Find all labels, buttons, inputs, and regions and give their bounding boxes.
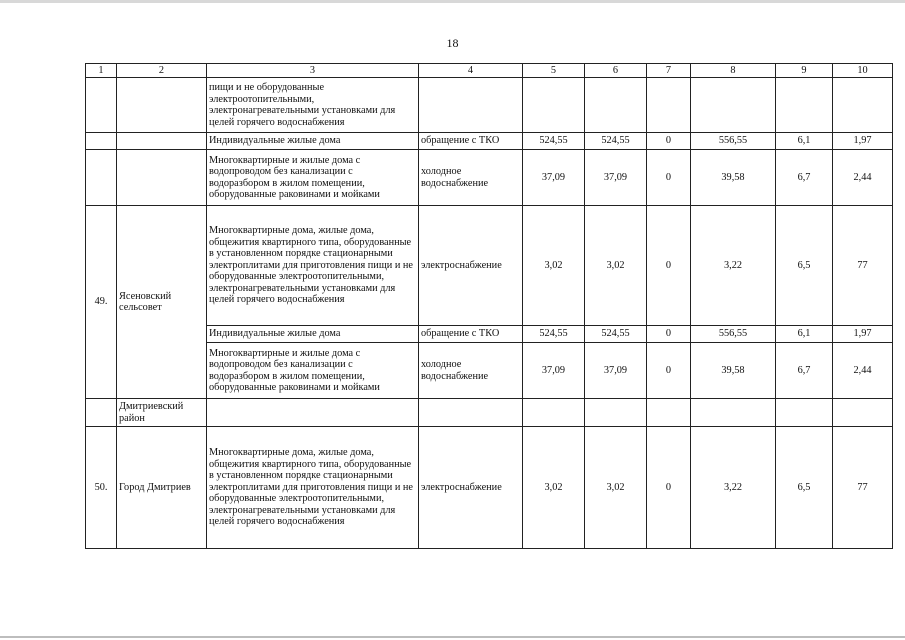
- row-number-cell: [86, 150, 117, 206]
- service-cell: электроснабжение: [419, 427, 523, 549]
- value-cell: [523, 399, 585, 427]
- header-cell: 3: [207, 64, 419, 78]
- value-cell: [647, 78, 691, 133]
- table-row: [86, 150, 893, 206]
- table-row: [86, 326, 893, 343]
- table-row: [86, 343, 893, 399]
- locality-cell: Дмитриевский район: [117, 399, 207, 427]
- row-number-cell: [86, 133, 117, 150]
- service-cell: холодное водоснабжение: [419, 150, 523, 206]
- value-cell: 0: [647, 427, 691, 549]
- value-cell: 3,02: [585, 206, 647, 326]
- category-cell: Многоквартирные и жилые дома с водопроводом без канализации с водоразбором в жилом помещении, оборудованные раковинами и мойками: [207, 150, 419, 206]
- value-cell: [691, 399, 776, 427]
- service-cell: электроснабжение: [419, 206, 523, 326]
- category-cell: [207, 399, 419, 427]
- row-number-cell: [86, 399, 117, 427]
- value-cell: 2,44: [833, 343, 893, 399]
- value-cell: 0: [647, 150, 691, 206]
- scan-top-edge: [0, 0, 905, 3]
- tariff-table: [85, 63, 893, 549]
- category-cell: Индивидуальные жилые дома: [207, 133, 419, 150]
- scan-bottom-edge: [0, 636, 905, 638]
- header-cell: 5: [523, 64, 585, 78]
- value-cell: [647, 399, 691, 427]
- header-cell: 2: [117, 64, 207, 78]
- category-cell: Многоквартирные дома, жилые дома, общежития квартирного типа, оборудованные в установленном порядке стационарными электроплитами для приготовления пищи и не оборудованные электроотопительными, электронагревательными установками для целей горячего водоснабжения: [207, 206, 419, 326]
- value-cell: [776, 78, 833, 133]
- service-cell: [419, 399, 523, 427]
- category-cell: Многоквартирные дома, жилые дома, общежития квартирного типа, оборудованные в установленном порядке стационарными электроплитами для приготовления пищи и не оборудованные электроотопительными, электронагревательными установками для целей горячего водоснабжения: [207, 427, 419, 549]
- locality-cell: [117, 150, 207, 206]
- value-cell: 6,1: [776, 133, 833, 150]
- table-row: [86, 399, 893, 427]
- value-cell: [776, 399, 833, 427]
- header-cell: 9: [776, 64, 833, 78]
- locality-cell: [117, 133, 207, 150]
- value-cell: 3,02: [585, 427, 647, 549]
- header-cell: 6: [585, 64, 647, 78]
- value-cell: 524,55: [585, 326, 647, 343]
- value-cell: 556,55: [691, 133, 776, 150]
- value-cell: 0: [647, 326, 691, 343]
- category-cell: Индивидуальные жилые дома: [207, 326, 419, 343]
- value-cell: 3,22: [691, 206, 776, 326]
- value-cell: 77: [833, 206, 893, 326]
- value-cell: 37,09: [523, 343, 585, 399]
- table-row: [86, 78, 893, 133]
- value-cell: 1,97: [833, 326, 893, 343]
- locality-cell: Город Дмитриев: [117, 427, 207, 549]
- row-number-cell: [86, 78, 117, 133]
- value-cell: 0: [647, 133, 691, 150]
- value-cell: 556,55: [691, 326, 776, 343]
- header-cell: 7: [647, 64, 691, 78]
- service-cell: [419, 78, 523, 133]
- value-cell: 1,97: [833, 133, 893, 150]
- value-cell: 37,09: [585, 343, 647, 399]
- value-cell: [585, 78, 647, 133]
- locality-cell: [117, 78, 207, 133]
- category-cell: Многоквартирные и жилые дома с водопроводом без канализации с водоразбором в жилом помещении, оборудованные раковинами и мойками: [207, 343, 419, 399]
- value-cell: 6,7: [776, 343, 833, 399]
- locality-cell: Ясеновский сельсовет: [117, 206, 207, 399]
- table-row: [86, 427, 893, 549]
- value-cell: 3,02: [523, 427, 585, 549]
- value-cell: 3,22: [691, 427, 776, 549]
- value-cell: 3,02: [523, 206, 585, 326]
- service-cell: обращение с ТКО: [419, 326, 523, 343]
- value-cell: 6,5: [776, 427, 833, 549]
- value-cell: [833, 78, 893, 133]
- header-cell: 10: [833, 64, 893, 78]
- category-cell: пищи и не оборудованные электроотопительными, электронагревательными установками для целей горячего водоснабжения: [207, 78, 419, 133]
- value-cell: 524,55: [523, 133, 585, 150]
- value-cell: 77: [833, 427, 893, 549]
- value-cell: 0: [647, 206, 691, 326]
- header-row: [86, 64, 893, 78]
- row-number-cell: 50.: [86, 427, 117, 549]
- page-number: 18: [446, 36, 459, 50]
- value-cell: [523, 78, 585, 133]
- value-cell: [691, 78, 776, 133]
- value-cell: 39,58: [691, 343, 776, 399]
- value-cell: 524,55: [523, 326, 585, 343]
- service-cell: холодное водоснабжение: [419, 343, 523, 399]
- table-row: [86, 206, 893, 326]
- table-row: [86, 133, 893, 150]
- value-cell: 37,09: [523, 150, 585, 206]
- header-cell: 8: [691, 64, 776, 78]
- value-cell: 2,44: [833, 150, 893, 206]
- value-cell: [585, 399, 647, 427]
- value-cell: 6,5: [776, 206, 833, 326]
- value-cell: 6,1: [776, 326, 833, 343]
- header-cell: 1: [86, 64, 117, 78]
- service-cell: обращение с ТКО: [419, 133, 523, 150]
- value-cell: 524,55: [585, 133, 647, 150]
- value-cell: 39,58: [691, 150, 776, 206]
- value-cell: 37,09: [585, 150, 647, 206]
- row-number-cell: 49.: [86, 206, 117, 399]
- header-cell: 4: [419, 64, 523, 78]
- value-cell: 6,7: [776, 150, 833, 206]
- value-cell: [833, 399, 893, 427]
- value-cell: 0: [647, 343, 691, 399]
